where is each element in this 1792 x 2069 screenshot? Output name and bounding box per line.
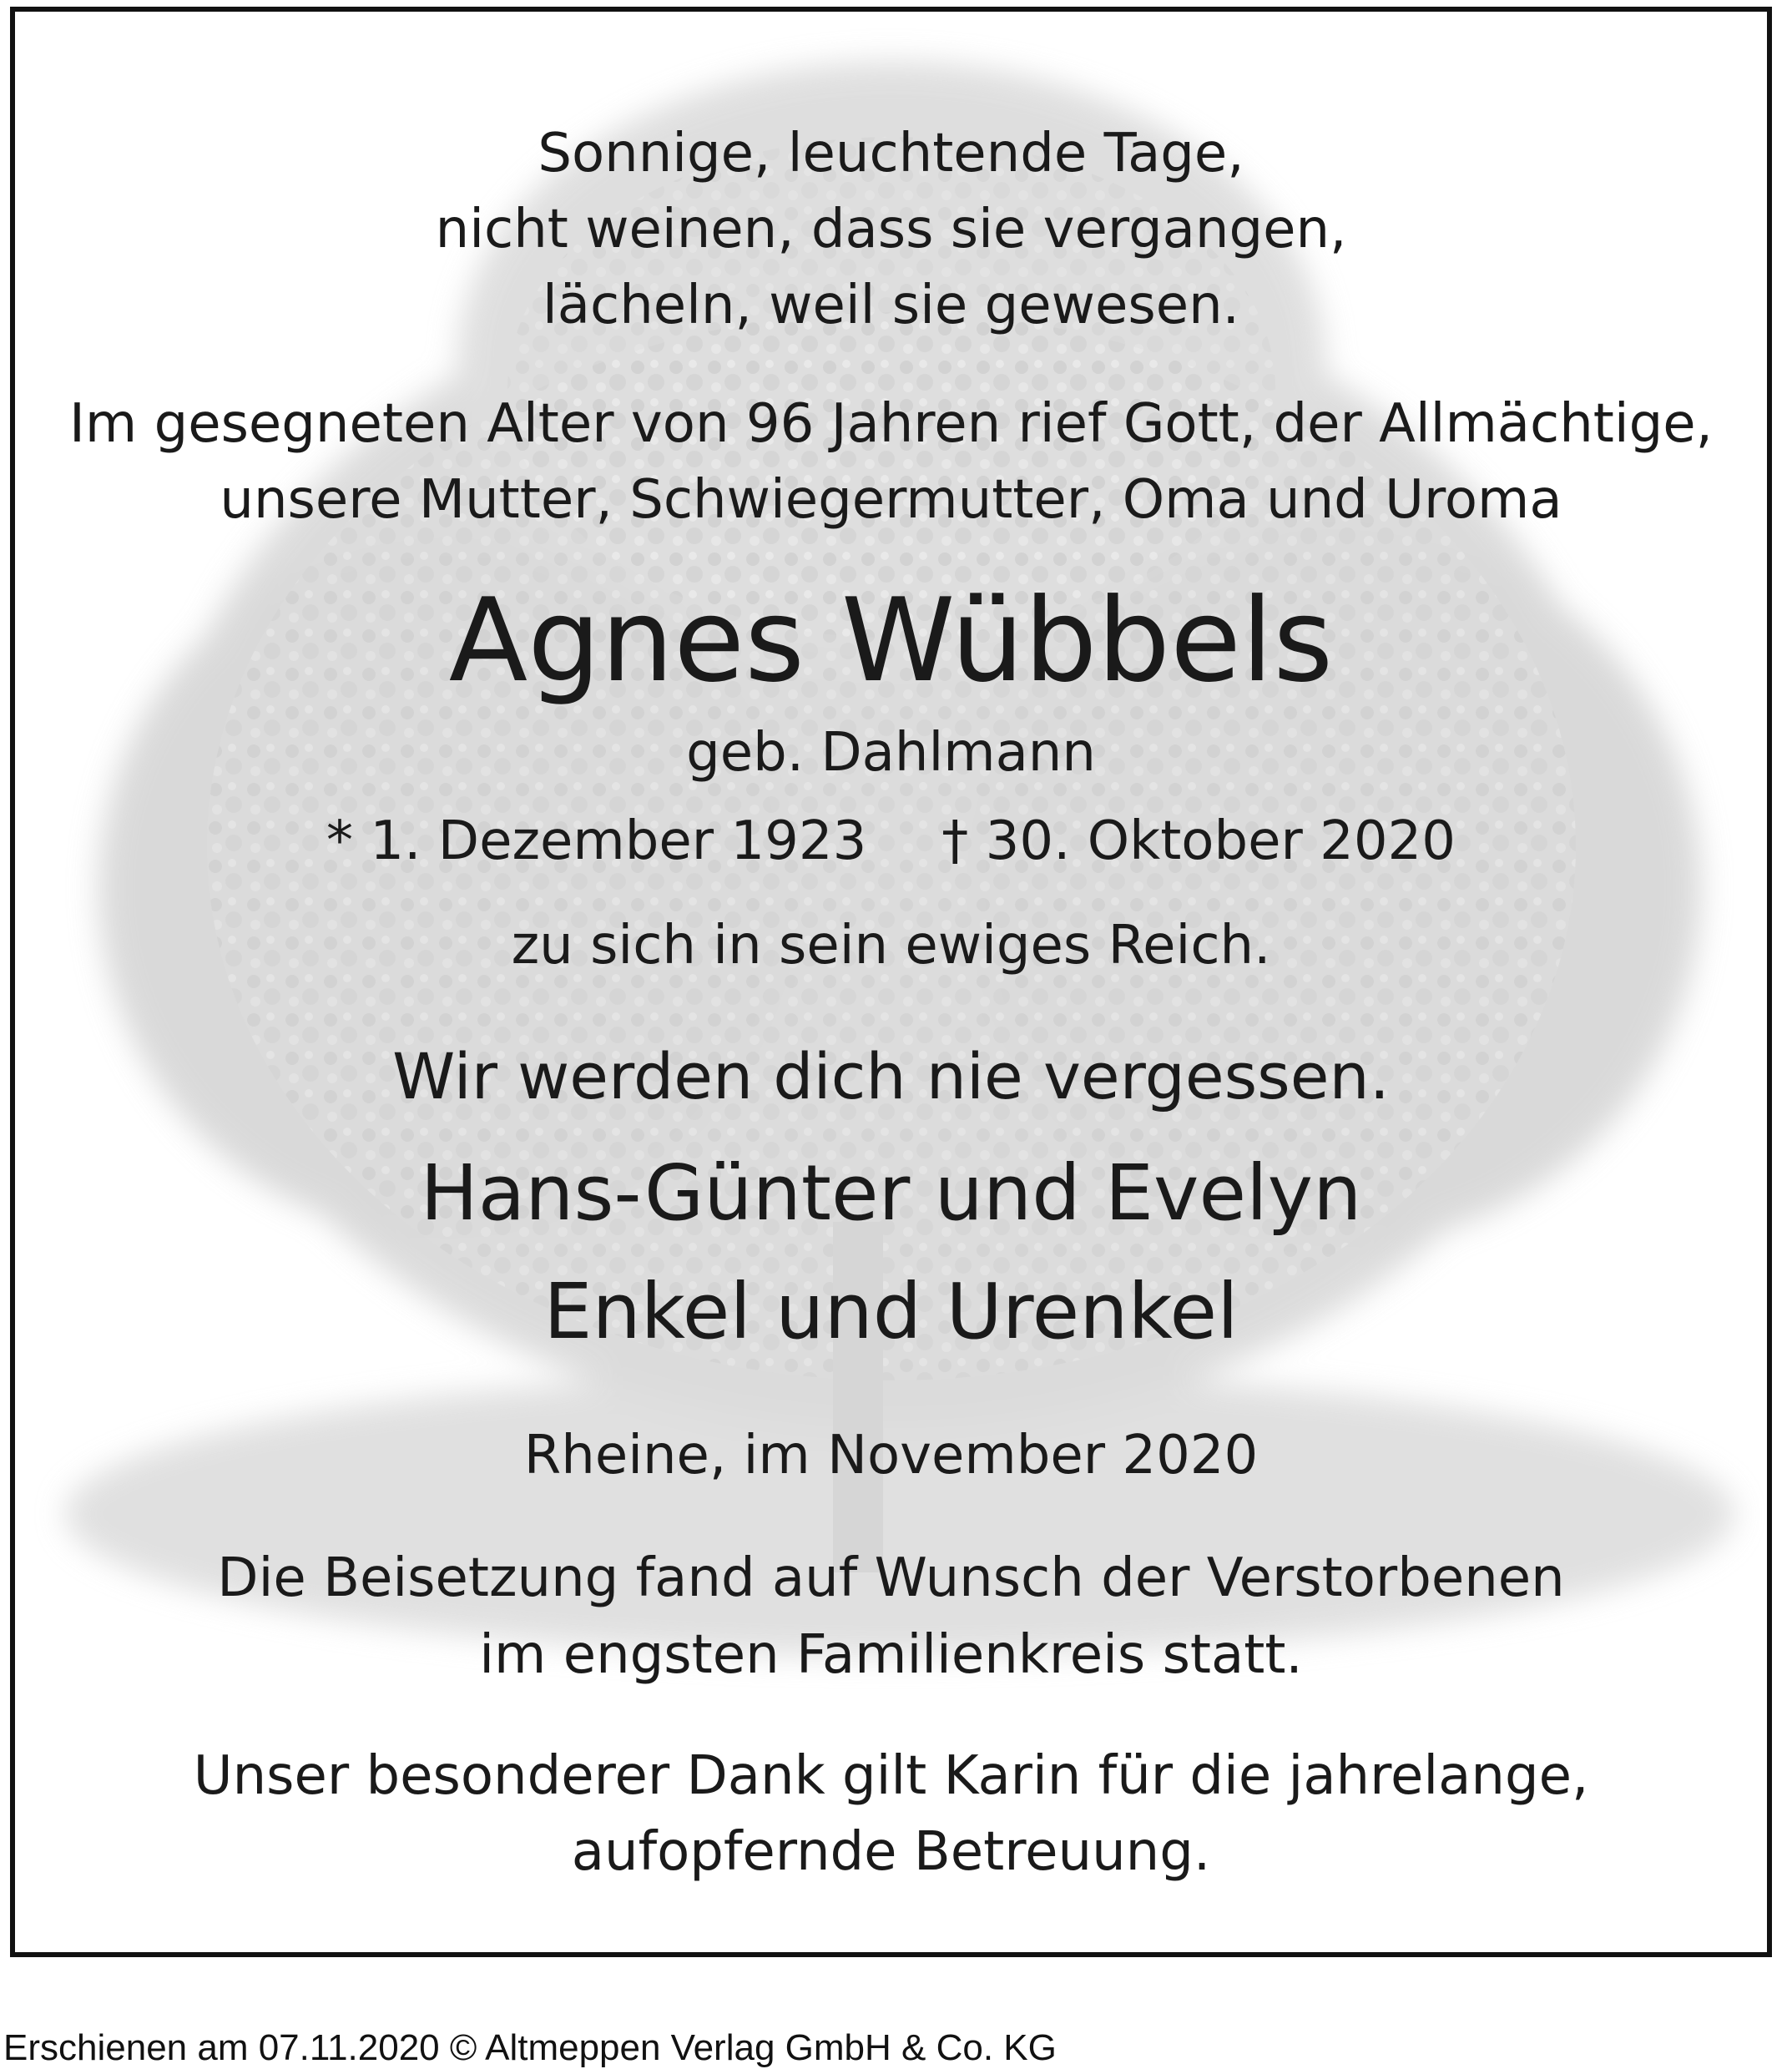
place-date: Rheine, im November 2020: [523, 1425, 1259, 1486]
publication-footer: Erschienen am 07.11.2020 © Altmeppen Verlag GmbH & Co. KG: [3, 2027, 1057, 2068]
deceased-name: Agnes Wübbels: [448, 573, 1334, 708]
obituary-frame: [10, 7, 1772, 1957]
birth-name: geb. Dahlmann: [686, 722, 1096, 784]
obituary-text: [15, 12, 1767, 1952]
family-line: Hans-Günter und Evelyn: [420, 1148, 1362, 1238]
family-line: Enkel und Urenkel: [543, 1267, 1239, 1356]
thanks-line: aufopfernde Betreuung.: [571, 1821, 1211, 1883]
burial-line: Die Beisetzung fand auf Wunsch der Verstorbenen: [217, 1547, 1565, 1609]
birth-date: * 1. Dezember 1923: [326, 810, 867, 872]
intro-line: unsere Mutter, Schwiegermutter, Oma und Uroma: [220, 469, 1562, 531]
reich-line: zu sich in sein ewiges Reich.: [511, 915, 1271, 976]
poem-line: nicht weinen, dass sie vergangen,: [435, 199, 1347, 260]
poem-line: lächeln, weil sie gewesen.: [543, 275, 1239, 336]
intro-line: Im gesegneten Alter von 96 Jahren rief Gott, der Allmächtige,: [69, 393, 1713, 455]
motto: Wir werden dich nie vergessen.: [392, 1039, 1390, 1113]
life-dates: [15, 810, 1767, 872]
burial-line: im engsten Familienkreis statt.: [479, 1624, 1303, 1686]
poem-line: Sonnige, leuchtende Tage,: [538, 123, 1244, 184]
thanks-line: Unser besonderer Dank gilt Karin für die jahrelange,: [193, 1745, 1589, 1807]
death-date: † 30. Oktober 2020: [941, 810, 1456, 872]
